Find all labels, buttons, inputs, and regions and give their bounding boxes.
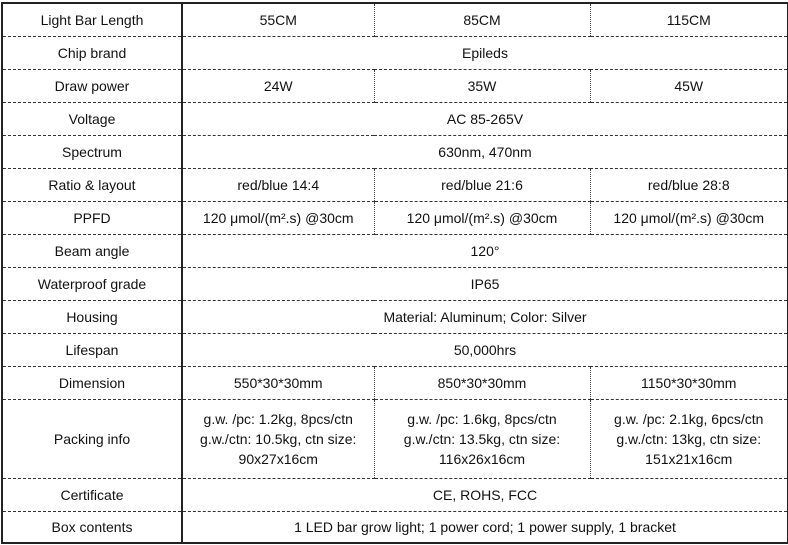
table-cell: 120 μmol/(m².s) @30cm: [590, 201, 788, 234]
table-cell: red/blue 21:6: [374, 168, 590, 201]
row-label: Voltage: [2, 102, 182, 135]
table-cell: 550*30*30mm: [182, 366, 374, 399]
packing-line: g.w. /pc: 1.2kg, 8pcs/ctn: [203, 410, 353, 427]
row-label: Ratio & layout: [2, 168, 182, 201]
table-row: [2, 366, 788, 399]
row-label: Packing info: [2, 399, 182, 478]
table-cell: red/blue 28:8: [590, 168, 788, 201]
table-cell: AC 85-265V: [182, 102, 788, 135]
table-row: [2, 300, 788, 333]
table-cell: 85CM: [374, 3, 590, 36]
table-row: [2, 201, 788, 234]
row-label: Dimension: [2, 366, 182, 399]
row-label: Waterproof grade: [2, 267, 182, 300]
packing-info-cell: [182, 399, 374, 478]
table-cell: 50,000hrs: [182, 333, 788, 366]
table-row: [2, 399, 788, 478]
table-cell: 120 μmol/(m².s) @30cm: [182, 201, 374, 234]
table-cell: Material: Aluminum; Color: Silver: [182, 300, 788, 333]
table-cell: 850*30*30mm: [374, 366, 590, 399]
table-cell: 1 LED bar grow light; 1 power cord; 1 power supply, 1 bracket: [182, 511, 788, 543]
table-cell: 120°: [182, 234, 788, 267]
packing-line: g.w./ctn: 13.5kg, ctn size:: [403, 430, 561, 447]
packing-line: g.w. /pc: 2.1kg, 6pcs/ctn: [614, 410, 764, 427]
table-cell: 120 μmol/(m².s) @30cm: [374, 201, 590, 234]
table-cell: IP65: [182, 267, 788, 300]
packing-info-cell: [590, 399, 788, 478]
table-cell: 24W: [182, 69, 374, 102]
row-label: Lifespan: [2, 333, 182, 366]
table-cell: 45W: [590, 69, 788, 102]
row-label: Spectrum: [2, 135, 182, 168]
table-cell: 630nm, 470nm: [182, 135, 788, 168]
table-row: [2, 267, 788, 300]
table-row: [2, 3, 788, 36]
row-label: Housing: [2, 300, 182, 333]
row-label: Certificate: [2, 478, 182, 511]
packing-line: 151x21x16cm: [645, 450, 733, 467]
row-label: Light Bar Length: [2, 3, 182, 36]
spec-table-container: [1, 2, 788, 544]
table-row: [2, 234, 788, 267]
table-cell: 35W: [374, 69, 590, 102]
row-label: Box contents: [2, 511, 182, 543]
table-cell: red/blue 14:4: [182, 168, 374, 201]
table-row: [2, 168, 788, 201]
row-label: Beam angle: [2, 234, 182, 267]
packing-line: g.w. /pc: 1.6kg, 8pcs/ctn: [407, 410, 557, 427]
packing-line: g.w./ctn: 13kg, ctn size:: [616, 430, 762, 447]
row-label: PPFD: [2, 201, 182, 234]
table-row: [2, 69, 788, 102]
packing-info-cell: [374, 399, 590, 478]
table-cell: Epileds: [182, 36, 788, 69]
table-row: [2, 36, 788, 69]
packing-line: 90x27x16cm: [238, 450, 318, 467]
spec-table: [1, 2, 788, 544]
table-row: [2, 333, 788, 366]
row-label: Chip brand: [2, 36, 182, 69]
table-cell: 115CM: [590, 3, 788, 36]
packing-line: 116x26x16cm: [438, 450, 526, 467]
packing-line: g.w./ctn: 10.5kg, ctn size:: [200, 430, 357, 447]
table-cell: CE, ROHS, FCC: [182, 478, 788, 511]
table-cell: 55CM: [182, 3, 374, 36]
table-cell: 1150*30*30mm: [590, 366, 788, 399]
table-row: [2, 478, 788, 511]
row-label: Draw power: [2, 69, 182, 102]
table-row: [2, 511, 788, 543]
table-row: [2, 102, 788, 135]
table-row: [2, 135, 788, 168]
